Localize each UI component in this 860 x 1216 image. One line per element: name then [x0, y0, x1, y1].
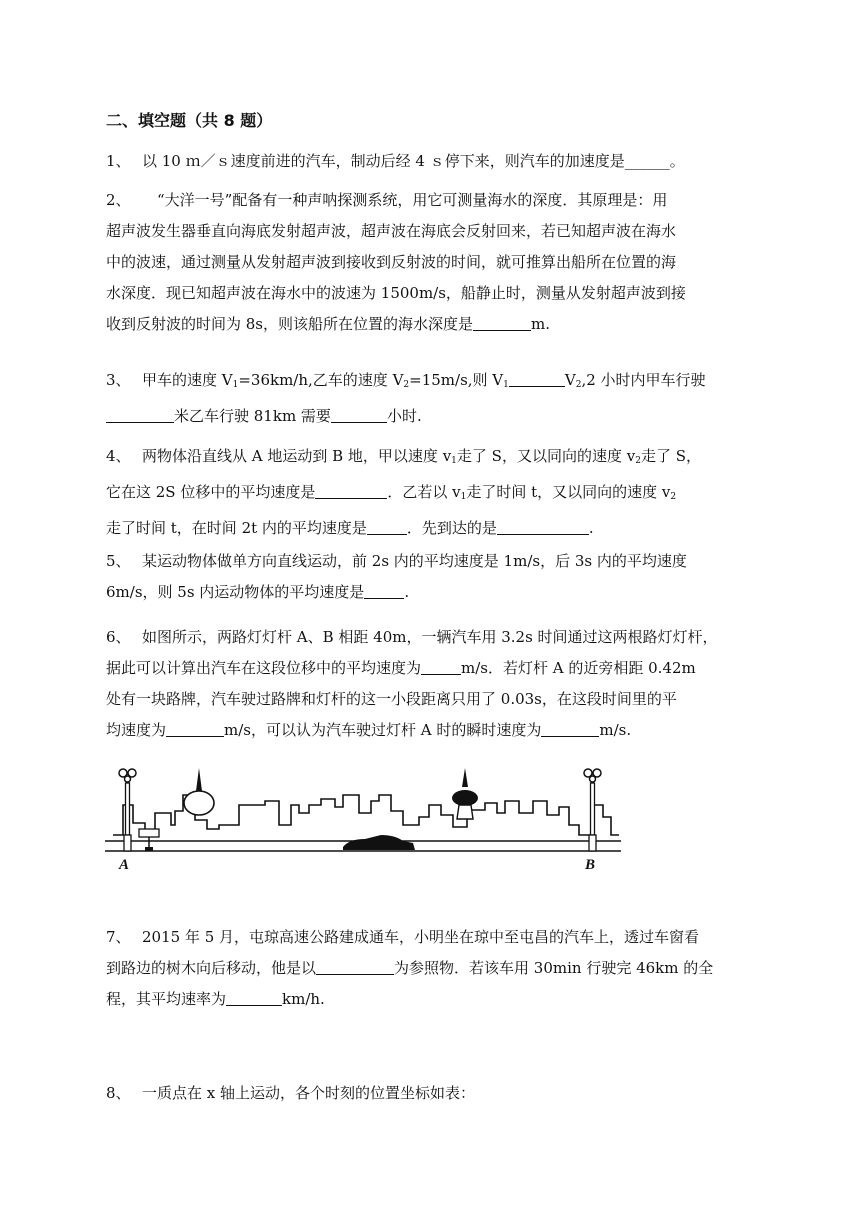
question-3 [106, 365, 766, 432]
question-text: ,2 小时内甲车行驶 [581, 371, 706, 389]
answer-blank[interactable] [106, 407, 174, 423]
question-text: 甲车的速度 V [142, 371, 233, 389]
subscript: 1 [503, 380, 509, 390]
question-text: 两物体沿直线从 A 地运动到 B 地，甲以速度 v [142, 447, 452, 465]
question-8 [106, 1078, 766, 1109]
question-text: =15m/s,则 V [409, 371, 504, 389]
question-text-line: 某运动物体做单方向直线运动，前 2s 内的平均速度是 1m/s，后 3s 内的平均速度 [142, 552, 687, 570]
question-text-line: m/s. [599, 721, 632, 739]
question-text: 它在这 2S 位移中的平均速度是 [106, 483, 316, 501]
question-number: 1、 [106, 152, 131, 170]
question-number: 5、 [106, 552, 131, 570]
question-text-line: 程，其平均速率为 [106, 990, 227, 1008]
subscript: 2 [670, 492, 677, 502]
label-a: A [119, 857, 130, 873]
answer-blank[interactable] [541, 721, 599, 737]
subscript: 2 [403, 380, 410, 390]
question-text: ．乙若以 v [387, 483, 461, 501]
question-text-line: 6m/s，则 5s 内运动物体的平均速度是 [106, 583, 365, 601]
question-text-line: 2015 年 5 月，屯琼高速公路建成通车，小明坐在琼中至屯昌的汽车上，透过车窗看 [142, 928, 700, 946]
question-text: =36km/h,乙车的速度 V [238, 371, 404, 389]
question-2 [106, 185, 766, 340]
question-text-line: m. [531, 315, 551, 333]
answer-blank[interactable] [316, 959, 394, 975]
question-text-line: 如图所示，两路灯灯杆 A、B 相距 40m，一辆汽车用 3.2s 时间通过这两根路灯灯杆， [142, 628, 718, 646]
question-text: V [564, 371, 576, 389]
answer-blank[interactable] [473, 315, 531, 331]
question-text-line: 收到反射波的时间为 8s，则该船所在位置的海水深度是 [106, 315, 474, 333]
subscript: 1 [232, 380, 239, 390]
question-text-line: 处有一块路牌，汽车驶过路牌和灯杆的这一小段距离只用了 0.03s，在这段时间里的平 [106, 690, 677, 708]
question-text-line: 均速度为 [106, 721, 167, 739]
question-text-line: 中的波速，通过测量从发射超声波到接收到反射波的时间，就可推算出船所在位置的海 [106, 253, 677, 271]
question-text: 米乙车行驶 81km 需要 [174, 407, 331, 425]
question-text-line: 水深度．现已知超声波在海水中的波速为 1500m/s，船静止时，测量从发射超声波到接 [106, 284, 686, 302]
question-text: 走了 S，又以同向的速度 v [456, 447, 636, 465]
question-text: 小时. [386, 407, 422, 425]
question-number: 4、 [106, 447, 131, 465]
question-5 [106, 546, 766, 608]
question-number: 3、 [106, 371, 131, 389]
question-number: 7、 [106, 928, 131, 946]
road-sign [139, 829, 159, 851]
street-figure [103, 765, 623, 875]
question-text: ．先到达的是 [406, 519, 497, 537]
question-text-line: 超声波发生器垂直向海底发射超声波，超声波在海底会反射回来，若已知超声波在海水 [106, 222, 677, 240]
question-1 [106, 146, 766, 177]
answer-blank[interactable] [367, 519, 407, 535]
question-text-line: m/s，可以认为汽车驶过灯杆 A 时的瞬时速度为 [224, 721, 542, 739]
question-number: 8、 [106, 1084, 131, 1102]
question-text-line: km/h. [282, 990, 325, 1008]
question-text-line: “大洋一号”配备有一种声呐探测系统，用它可测量海水的深度．其原理是：用 [142, 191, 668, 209]
subscript: 1 [460, 492, 467, 502]
label-b: B [585, 857, 596, 873]
question-text-line: m/s．若灯杆 A 的近旁相距 0.42m [461, 659, 696, 677]
answer-blank[interactable] [364, 583, 404, 599]
answer-blank[interactable] [509, 371, 565, 387]
question-text-line: . [404, 583, 410, 601]
question-text-line: 到路边的树木向后移动，他是以 [106, 959, 317, 977]
subscript: 2 [575, 380, 582, 390]
answer-blank[interactable] [166, 721, 224, 737]
lamp-post-b [584, 769, 601, 851]
answer-blank[interactable] [315, 483, 387, 499]
subscript: 1 [451, 456, 457, 466]
question-text-line: 为参照物．若该车用 30min 行驶完 46km 的全 [394, 959, 714, 977]
answer-blank[interactable] [226, 990, 282, 1006]
question-text: 走了 S， [640, 447, 701, 465]
section-title: 二、填空题（共 8 题） [106, 111, 273, 130]
question-number: 2、 [106, 191, 131, 209]
answer-blank[interactable] [497, 519, 589, 535]
question-4 [106, 441, 766, 544]
question-text: . [588, 519, 594, 537]
answer-blank[interactable] [421, 659, 461, 675]
question-text: 走了时间 t，又以同向的速度 v [466, 483, 671, 501]
question-6 [106, 622, 766, 746]
subscript: 2 [635, 456, 641, 466]
question-number: 6、 [106, 628, 131, 646]
question-text-line: 据此可以计算出汽车在这段位移中的平均速度为 [106, 659, 422, 677]
question-text: 走了时间 t，在时间 2t 内的平均速度是 [106, 519, 367, 537]
question-text: 一质点在 x 轴上运动，各个时刻的位置坐标如表： [142, 1084, 475, 1102]
question-7 [106, 922, 766, 1015]
answer-blank[interactable] [331, 407, 387, 423]
question-text: 以 10 ｍ／ｓ速度前进的汽车，制动后经 4 ｓ停下来，则汽车的加速度是______。 [142, 152, 685, 170]
